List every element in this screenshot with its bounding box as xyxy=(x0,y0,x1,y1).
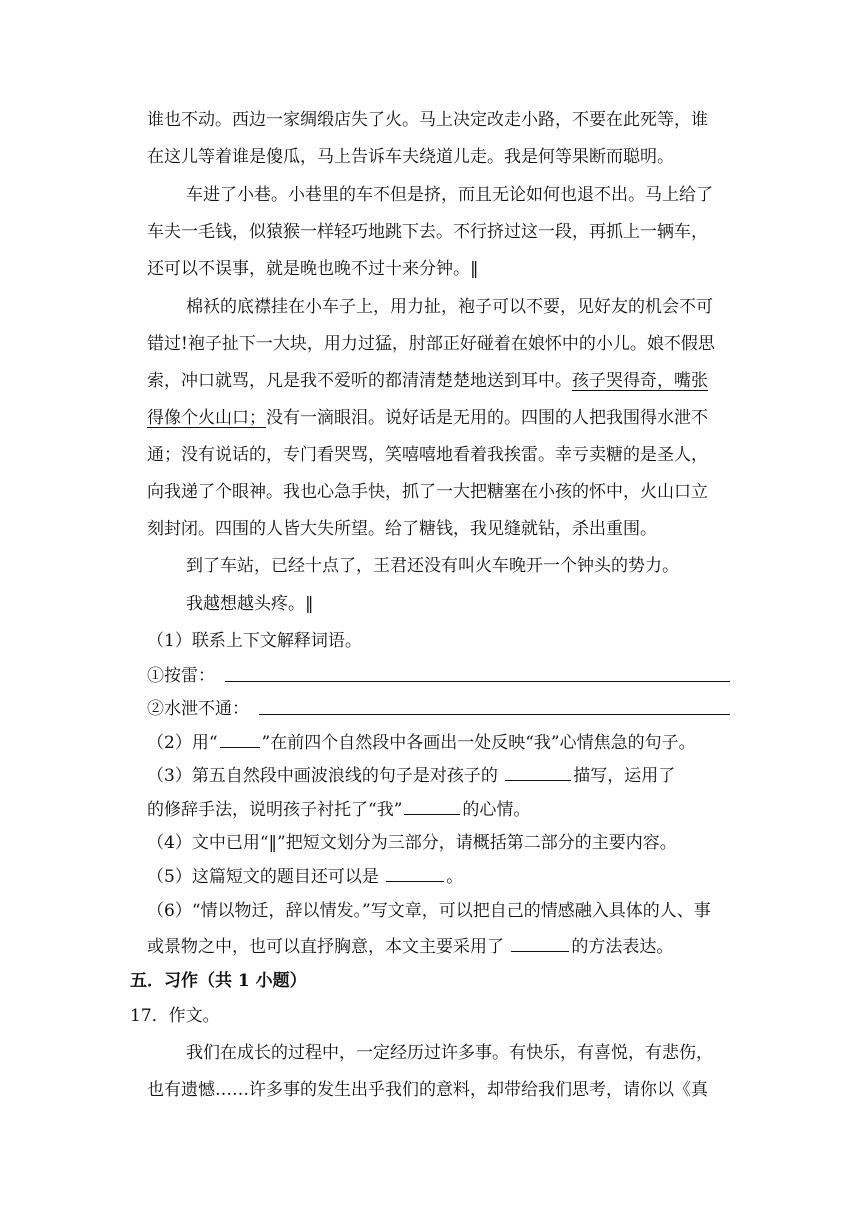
question-text: 或景物之中，也可以直抒胸意，本文主要采用了 xyxy=(147,937,504,957)
question-text: ”在前四个自然段中各画出一处反映“我”心情焦急的句子。 xyxy=(261,733,696,753)
passage-line: 还可以不误事，就是晚也晚不过十来分钟。‖ xyxy=(147,259,479,279)
section-heading: 五．习作（共 1 小题） xyxy=(130,971,307,991)
question-5 xyxy=(147,865,463,889)
question-text: 的方法表达。 xyxy=(571,937,674,957)
question-3 xyxy=(147,764,675,788)
passage-text: 没有一滴眼泪。说好话是无用的。四围的人把我围得水泄不 xyxy=(266,408,708,428)
answer-blank[interactable] xyxy=(511,937,569,952)
passage-line xyxy=(147,369,708,393)
question-text: 描写，运用了 xyxy=(573,766,676,786)
passage-line: 棉袄的底襟挂在小车子上，用力扯，袍子可以不要，见好友的机会不可 xyxy=(186,297,713,317)
answer-blank[interactable] xyxy=(404,800,460,815)
underlined-sentence: 得像个火山口； xyxy=(147,408,266,428)
answer-line[interactable] xyxy=(259,714,730,715)
underlined-sentence: 孩子哭得奇，嘴张 xyxy=(572,371,708,391)
question-2 xyxy=(147,731,696,755)
question-text: （5）这篇短文的题目还可以是 xyxy=(147,867,379,887)
question-text: （3）第五自然段中画波浪线的句子是对孩子的 xyxy=(147,766,498,786)
passage-line: 到了车站，已经十点了，王君还没有叫火车晚开一个钟头的势力。 xyxy=(186,556,679,576)
passage-line xyxy=(147,406,708,430)
essay-prompt-line: 我们在成长的过程中，一定经历过许多事。有快乐，有喜悦，有悲伤， xyxy=(186,1043,713,1063)
passage-text: 索，冲口就骂，凡是我不爱听的都清清楚楚地送到耳中。 xyxy=(147,371,572,391)
question-text: （2）用“ xyxy=(147,733,218,753)
question-6-cont xyxy=(147,935,673,959)
question-3-cont xyxy=(147,798,530,822)
passage-line: 通；没有说话的，专门看哭骂，笑嘻嘻地看着我挨雷。幸亏卖糖的是圣人， xyxy=(147,445,708,465)
passage-line: 向我递了个眼神。我也心急手快，抓了一大把糖塞在小孩的怀中，火山口立 xyxy=(147,482,708,502)
passage-line: 我越想越头疼。‖ xyxy=(186,594,314,614)
question-17: 17．作文。 xyxy=(130,1006,220,1026)
question-4: （4）文中已用“‖”把短文划分为三部分，请概括第二部分的主要内容。 xyxy=(147,833,677,853)
question-text: 的心情。 xyxy=(462,800,531,820)
passage-line: 谁也不动。西边一家绸缎店失了火。马上决定改走小路，不要在此死等，谁 xyxy=(147,110,708,130)
passage-line: 在这儿等着谁是傻瓜，马上告诉车夫绕道儿走。我是何等果断而聪明。 xyxy=(147,147,674,167)
question-1b-label: ②水泄不通： xyxy=(147,699,249,719)
question-6: （6）“情以物迁，辞以情发。”写文章，可以把自己的情感融入具体的人、事 xyxy=(147,901,711,921)
passage-line: 刻封闭。四围的人皆大失所望。给了糖钱，我见缝就钻，杀出重围。 xyxy=(147,519,657,539)
answer-blank[interactable] xyxy=(505,766,571,781)
question-text: 的修辞手法，说明孩子衬托了“我” xyxy=(147,800,403,820)
question-1: （1）联系上下文解释词语。 xyxy=(147,631,362,651)
question-text: 。 xyxy=(446,867,464,887)
essay-prompt-line: 也有遗憾……许多事的发生出乎我们的意料，却带给我们思考，请你以《真 xyxy=(147,1080,708,1100)
passage-line: 错过!袍子扯下一大块，用力过猛，肘部正好碰着在娘怀中的小儿。娘不假思 xyxy=(147,334,715,354)
answer-line[interactable] xyxy=(225,681,730,682)
answer-blank[interactable] xyxy=(386,867,444,882)
question-1a-label: ①按雷： xyxy=(147,666,215,686)
passage-line: 车夫一毛钱，似猿猴一样轻巧地跳下去。不行挤过这一段，再抓上一辆车， xyxy=(147,222,708,242)
passage-line: 车进了小巷。小巷里的车不但是挤，而且无论如何也退不出。马上给了 xyxy=(186,185,713,205)
underline-symbol xyxy=(220,733,260,748)
